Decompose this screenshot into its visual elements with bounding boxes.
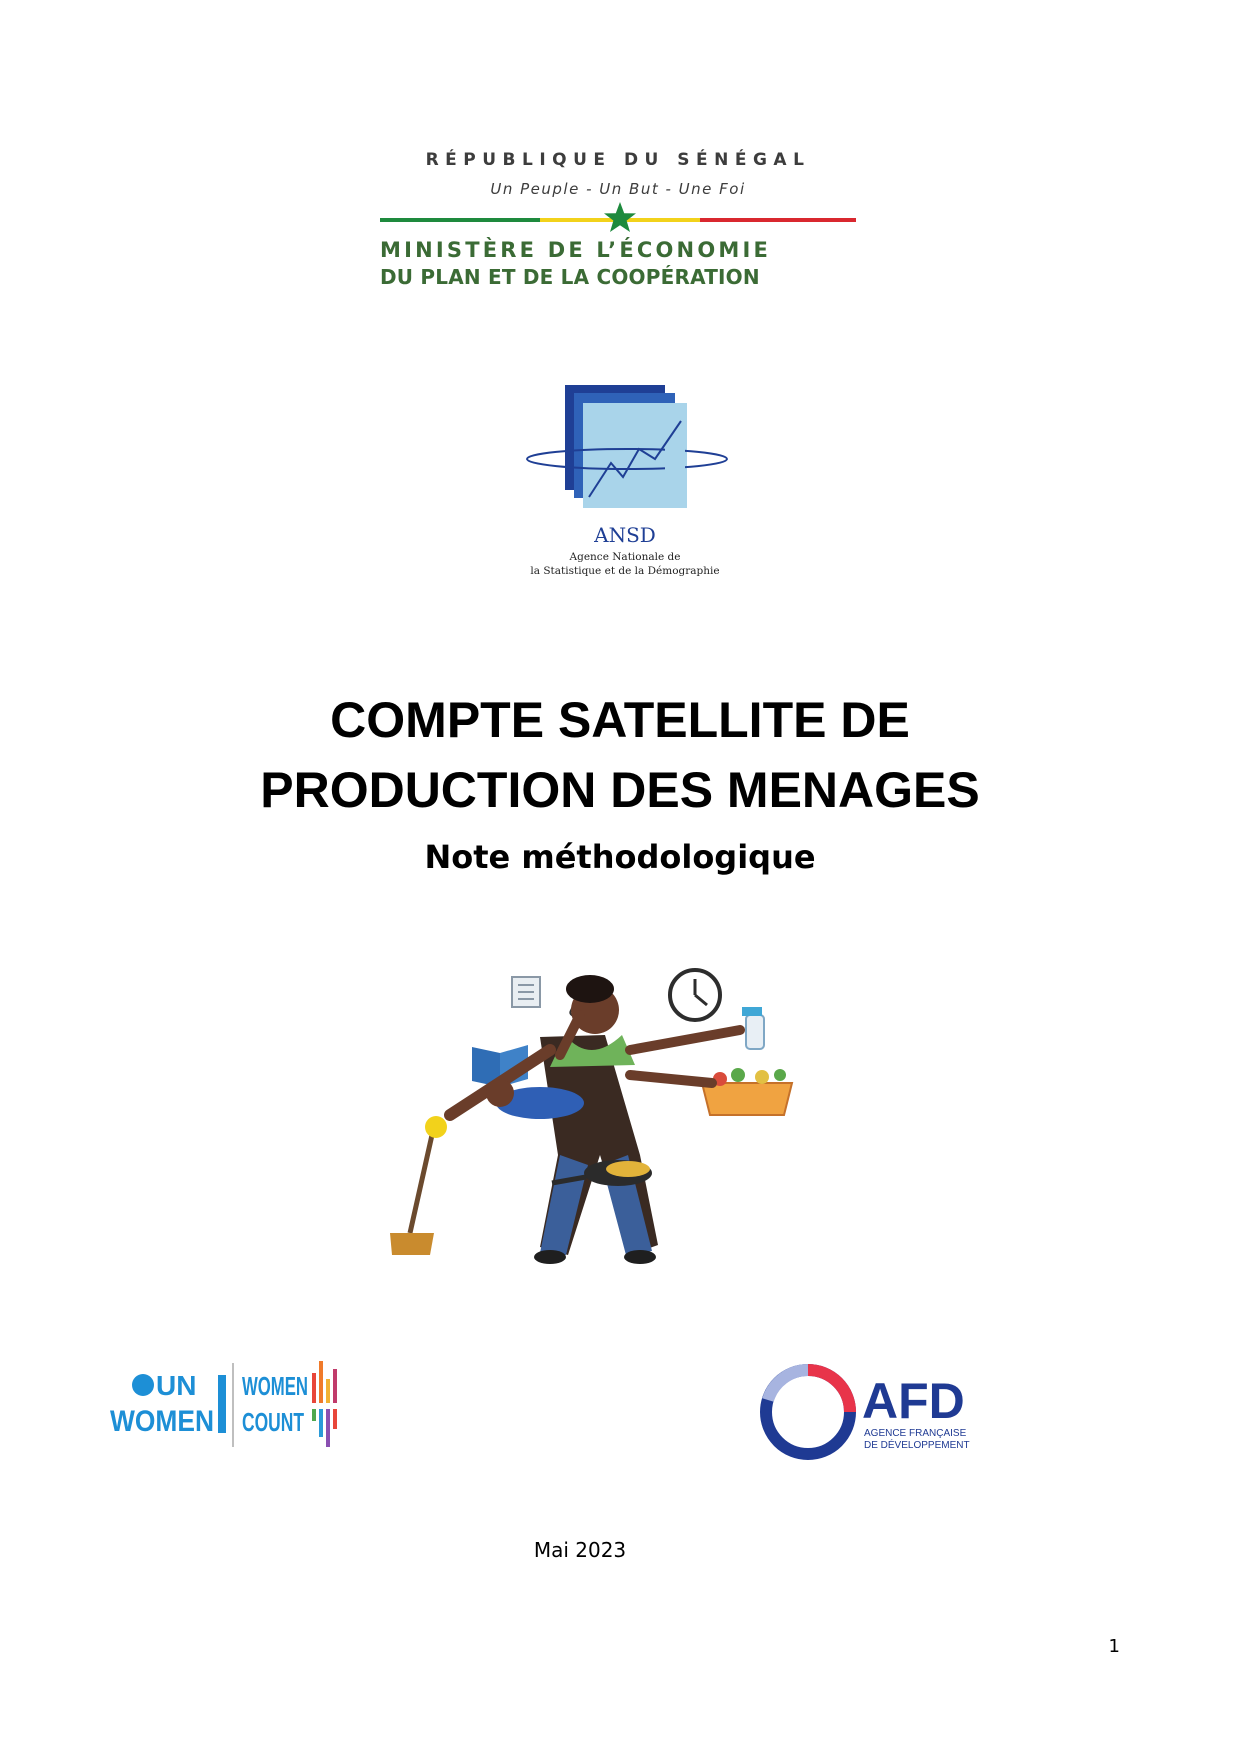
afd-acronym: AFD xyxy=(862,1373,965,1429)
afd-tagline-line2: DE DÉVELOPPEMENT xyxy=(864,1440,970,1451)
document-subtitle: Note méthodologique xyxy=(424,838,816,876)
afd-tagline-line1: AGENCE FRANÇAISE xyxy=(864,1428,967,1439)
logo-divider xyxy=(232,1363,234,1447)
unwomen-line2: WOMEN xyxy=(110,1405,214,1438)
title-line2: PRODUCTION DES MENAGES xyxy=(260,762,980,818)
flag-stripe-green xyxy=(380,218,540,222)
broom-icon xyxy=(390,1135,434,1255)
ansd-full-name-line1: Agence Nationale de xyxy=(569,551,681,563)
page-number: 1 xyxy=(1108,1636,1120,1657)
spray-bottle-icon xyxy=(742,1007,764,1049)
green-star-icon xyxy=(602,200,638,236)
basket-icon xyxy=(702,1068,792,1115)
ministry-name-line1: MINISTÈRE DE L’ÉCONOMIE xyxy=(380,238,772,262)
clock-icon xyxy=(670,970,720,1020)
ansd-full-name-line2: la Statistique et de la Démographie xyxy=(530,565,720,577)
national-motto: Un Peuple - Un But - Une Foi xyxy=(490,180,746,198)
ansd-logo xyxy=(515,385,735,605)
women-count-line1: WOMEN xyxy=(242,1371,308,1401)
unwomen-line1: UN xyxy=(156,1370,197,1401)
title-line1: COMPTE SATELLITE DE xyxy=(330,692,910,748)
publication-date: Mai 2023 xyxy=(533,1538,627,1562)
document-title xyxy=(100,685,1140,825)
ansd-emblem-icon xyxy=(515,385,735,520)
ansd-acronym: ANSD xyxy=(594,523,656,547)
ministry-name-line2: DU PLAN ET DE LA COOPÉRATION xyxy=(380,265,760,289)
multitasking-woman-illustration xyxy=(390,955,820,1305)
ansd-full-name xyxy=(515,550,735,578)
women-count-bars-icon xyxy=(312,1361,337,1447)
women-count-line2: COUNT xyxy=(242,1407,305,1437)
afd-logo xyxy=(760,1360,1000,1465)
un-emblem-icon xyxy=(132,1374,154,1396)
ministry-header xyxy=(380,150,860,290)
scroll-icon xyxy=(512,977,540,1007)
flag-stripe-red xyxy=(700,218,856,222)
unwomen-symbol-icon xyxy=(218,1375,226,1433)
republic-name: RÉPUBLIQUE DU SÉNÉGAL xyxy=(425,150,811,170)
un-women-logo xyxy=(108,1355,378,1455)
